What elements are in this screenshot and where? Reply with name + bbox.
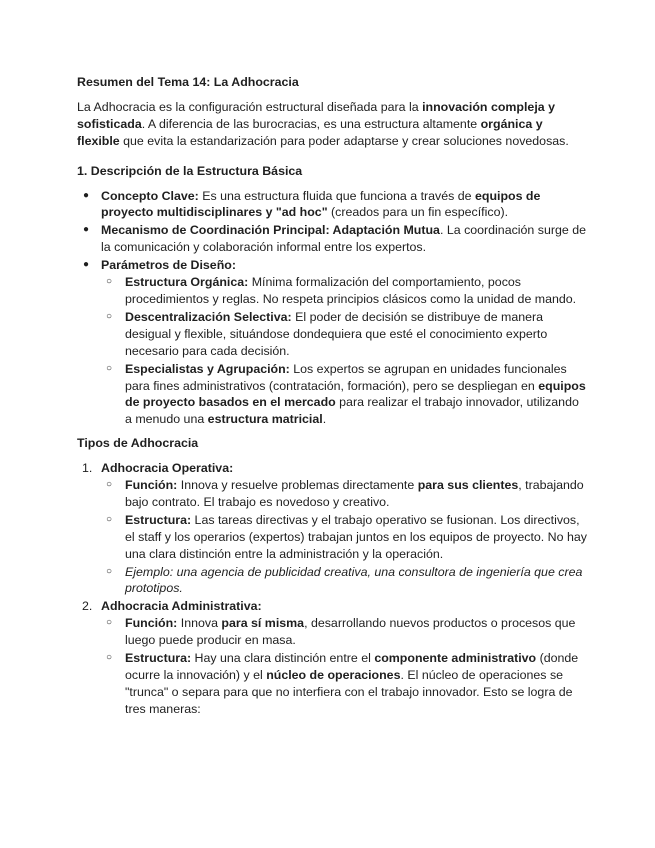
list-item-title: Adhocracia Administrativa: [101, 599, 262, 614]
list-number: 1. [82, 461, 93, 476]
text-run: , trabajando bajo contrato. El trabajo es novedoso y creativo. [125, 478, 584, 509]
sub-list-item [101, 512, 587, 563]
text-run: (donde ocurre la innovación) y el [125, 651, 579, 682]
text-run: Mínima formalización del comportamiento, pocos procedimientos y reglas. No respeta principios clásicos como la unidad de mando. [125, 275, 577, 306]
hollow-bullet-icon: ○ [106, 652, 113, 664]
bullet-icon: ● [83, 189, 90, 201]
text-run: Estructura: [125, 512, 192, 527]
text-run: equipos de proyecto basados en el mercado [125, 378, 586, 410]
sub-bullet-list [101, 615, 587, 717]
sub-bullet-list [101, 477, 587, 597]
hollow-bullet-icon: ○ [106, 479, 113, 491]
bullet-icon: ● [83, 224, 90, 236]
text-run: estructura matricial [207, 412, 323, 427]
text-run: Parámetros de Diseño: [101, 258, 236, 273]
text-run: Los expertos se agrupan en unidades funcionales para fines administrativos (contratación, formación), pero se despliegan en [125, 361, 567, 393]
text-run: . [322, 412, 327, 427]
text-run: Descentralización Selectiva: [125, 309, 292, 324]
text-run: Innova y resuelve problemas directamente [177, 478, 418, 493]
text-run: . La coordinación surge de la comunicación y colaboración informal entre los expertos. [101, 223, 586, 255]
list-item [77, 188, 587, 222]
text-run: para realizar el trabajo innovador, utilizando a menudo una [125, 395, 579, 427]
text-run: (creados para un fin específico). [327, 205, 509, 220]
text-run: Ejemplo: una agencia de publicidad creativa, una consultora de ingeniería que crea prototipos. [125, 564, 583, 596]
section-heading-tipos: Tipos de Adhocracia [77, 436, 199, 451]
numbered-list-item [77, 460, 587, 597]
section1-bullet-list [77, 188, 587, 429]
text-run: , desarrollando nuevos productos o procesos que luego puede producir en masa. [125, 616, 576, 648]
sub-list-item [101, 564, 587, 598]
document-page [77, 74, 587, 719]
hollow-bullet-icon: ○ [106, 310, 113, 322]
text-run: Las tareas directivas y el trabajo operativo se fusionan. Los directivos, el staff y los operarios (expertos) trabajan juntos en los equipos de proyecto. No hay una clara distinción entre la administración y la operación. [125, 512, 587, 561]
hollow-bullet-icon: ○ [106, 565, 113, 577]
text-run: Función: [125, 478, 178, 493]
text-run: Concepto Clave: [101, 188, 199, 203]
text-run: . El núcleo de operaciones se "trunca" o separa para que no interfiera con el trabajo innovador. Esto se logra de tres maneras: [125, 668, 573, 716]
text-run: Estructura: [125, 651, 192, 666]
text-run: para sí misma [221, 616, 305, 631]
intro-paragraph [77, 99, 587, 150]
list-item-title: Adhocracia Operativa: [101, 461, 234, 476]
numbered-list-item [77, 598, 587, 717]
sub-list-item [101, 477, 587, 511]
text-run: Es una estructura fluida que funciona a través de [198, 188, 475, 203]
hollow-bullet-icon: ○ [106, 617, 113, 629]
bullet-icon: ● [83, 259, 90, 271]
text-run: Innova [177, 616, 222, 631]
section-heading-estructura-basica: 1. Descripción de la Estructura Básica [77, 163, 303, 178]
text-run: . A diferencia de las burocracias, es una estructura altamente [141, 116, 481, 131]
text-run: núcleo de operaciones [266, 668, 401, 682]
list-number: 2. [82, 599, 93, 614]
text-run: que evita la estandarización para poder adaptarse y crear soluciones novedosas. [119, 133, 569, 148]
sub-list-item [101, 309, 587, 360]
text-run: equipos de proyecto multidisciplinares y "ad hoc" [101, 188, 541, 220]
sub-list-item [101, 650, 587, 718]
section2-numbered-list [77, 460, 587, 718]
sub-bullet-list [101, 274, 587, 428]
list-item [77, 257, 587, 428]
hollow-bullet-icon: ○ [106, 362, 113, 374]
text-run: innovación compleja y sofisticada [77, 99, 555, 131]
sub-list-item [101, 615, 587, 649]
text-run: Función: [125, 616, 178, 631]
text-run: orgánica y flexible [77, 116, 543, 148]
text-run: Mecanismo de Coordinación Principal: Adaptación Mutua [101, 223, 440, 238]
hollow-bullet-icon: ○ [106, 276, 113, 288]
sub-list-item [101, 274, 587, 308]
text-run: Especialistas y Agrupación: [125, 361, 290, 376]
text-run: La Adhocracia es la configuración estructural diseñada para la [77, 99, 423, 114]
text-run: El poder de decisión se distribuye de manera desigual y flexible, situándose dondequiera que esté el conocimiento experto necesario para cada decisión. [125, 309, 548, 358]
document-title: Resumen del Tema 14: La Adhocracia [77, 75, 299, 89]
text-run: Hay una clara distinción entre el [191, 651, 375, 666]
sub-list-item [101, 361, 587, 429]
text-run: Estructura Orgánica: [125, 275, 249, 290]
text-run: componente administrativo [374, 651, 537, 666]
list-item [77, 222, 587, 256]
hollow-bullet-icon: ○ [106, 513, 113, 525]
text-run: para sus clientes [417, 478, 519, 493]
